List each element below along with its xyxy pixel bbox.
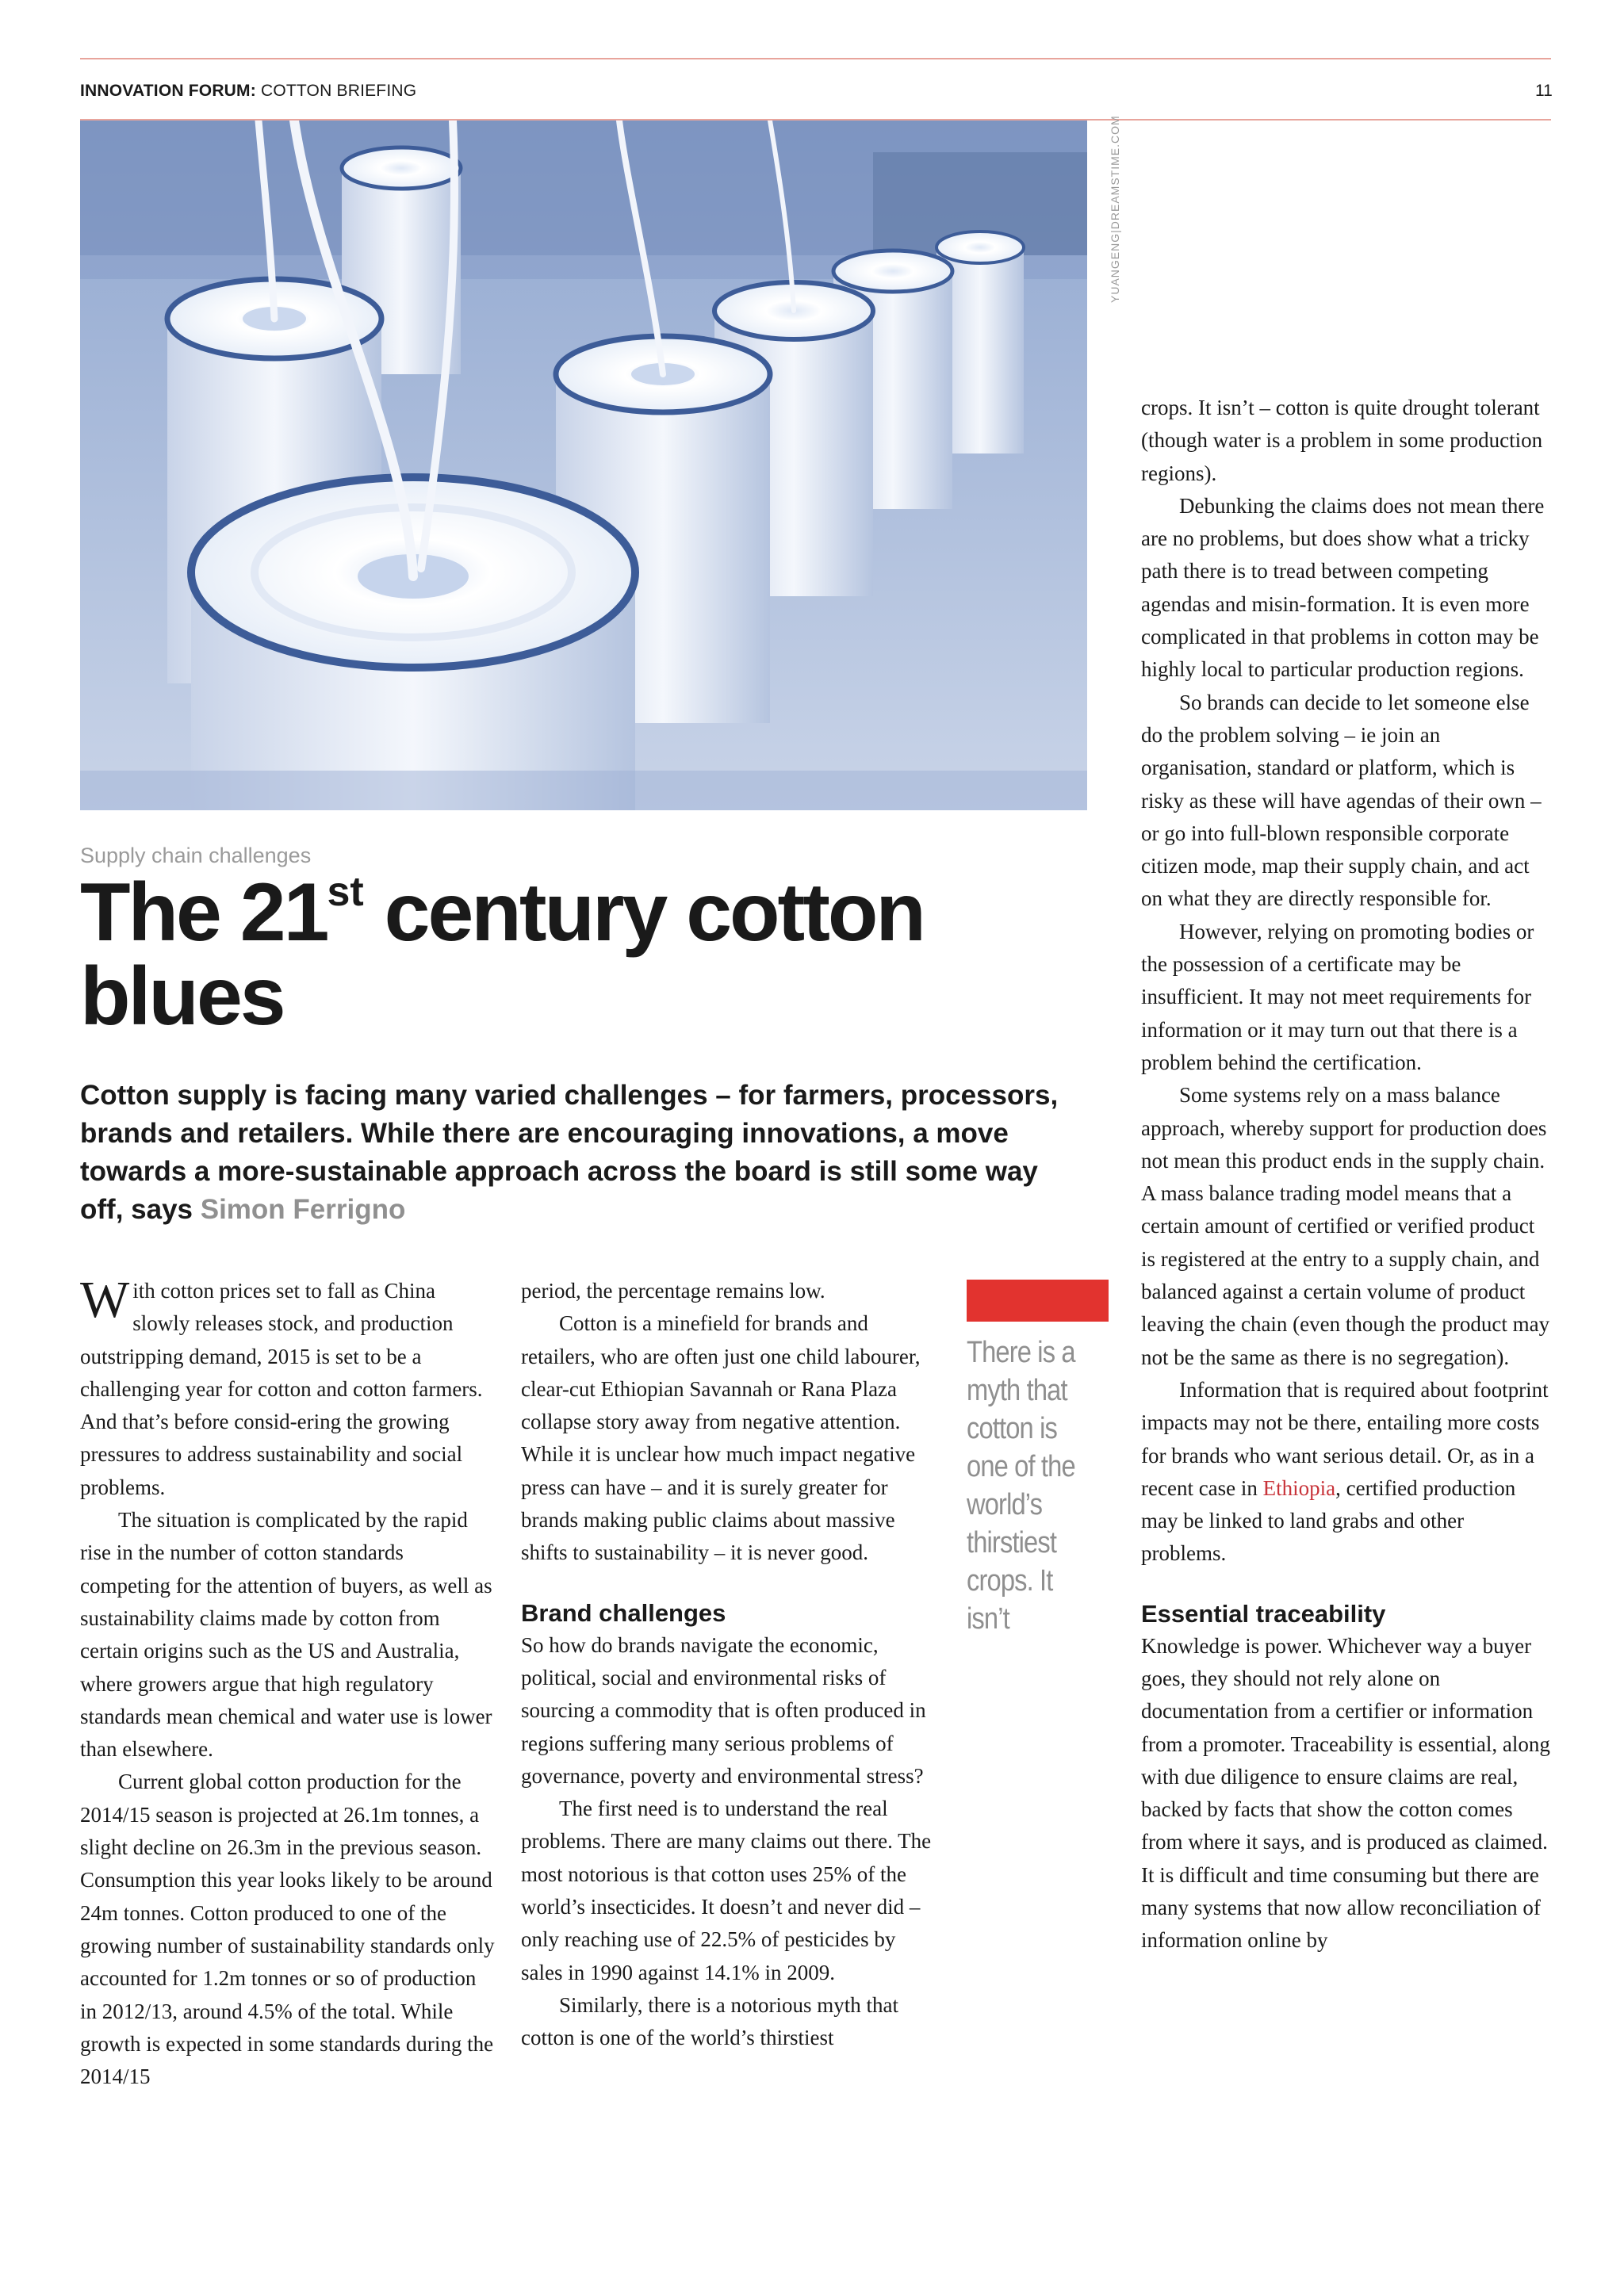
- pullquote: There is a myth that cotton is one of the world’s thirstiest crops. It isn’t: [967, 1336, 1075, 1636]
- subheading-essential-traceability: Essential traceability: [1141, 1599, 1386, 1628]
- paragraph: Current global cotton production for the 2014/15 season is projected at 26.1m tonnes, a slight decline on 26.3m in the previous season. Consumption this year looks likely to be around 24m tonnes. Cotton produced to one of the growing number of sustainability standards only accounted for 1.2m tonnes or so of production in 2012/13, around 4.5% of the total. While growth is expected in some standards during the 2014/15: [80, 1770, 495, 2089]
- title-part-b: century cotton blues: [80, 867, 924, 1043]
- paragraph: Knowledge is power. Whichever way a buyer goes, they should not rely alone on documentation from a certifier or information from a promoter. Traceability is essential, along with due diligence to ensure claims are real, backed by facts that show the cotton comes from where it says, and is produced as claimed. It is difficult and time consuming but there are many systems that now allow reconciliation of information online by: [1141, 1633, 1550, 1953]
- body-column-2: [521, 1275, 937, 2055]
- paragraph: The first need is to understand the real problems. There are many claims out there. The most notorious is that cotton uses 25% of the world’s insecticides. It doesn’t and never did – only reaching use of 22.5% of pesticides by sales in 1990 against 14.1% in 2009.: [521, 1797, 932, 1984]
- paragraph: So brands can decide to let someone else do the problem solving – ie join an organisation, standard or platform, which is risky as these will have agendas of their own – or go into full-blown responsible corporate citizen mode, map their supply chain, and act on what they are directly responsible for.: [1141, 690, 1542, 911]
- paragraph-text: , certified production may be linked to land grabs and other problems.: [1141, 1475, 1516, 1566]
- paragraph: Debunking the claims does not mean there are no problems, but does show what a tricky path there is to tread between competing agendas and misin-formation. It is even more complicated in that problems in cotton may be highly local to particular production regions.: [1141, 493, 1545, 682]
- ethiopia-link[interactable]: Ethiopia: [1262, 1475, 1336, 1500]
- paragraph-text: Information that is required about footprint impacts may not be there, entailing more costs for brands who want serious detail. Or, as in a recent case in: [1141, 1377, 1549, 1500]
- paragraph: [1141, 1374, 1553, 1571]
- author-name: Simon Ferrigno: [200, 1194, 406, 1225]
- header-section: COTTON BRIEFING: [260, 82, 417, 100]
- page-number: 11: [1535, 82, 1553, 100]
- photo-credit-text: YUANGENG|DREAMSTIME.COM: [1109, 115, 1121, 303]
- subheading-brand-challenges: Brand challenges: [521, 1598, 726, 1627]
- paragraph: Some systems rely on a mass balance approach, whereby support for production does not mean this product ends in the supply chain. A mass balance trading model means that a certain amount of certified or verified product is registered at the entry to a supply chain, and balanced against a certain volume of product leaving the chain (even though the product may not be the same as there is no segregation).: [1141, 1083, 1550, 1369]
- body-column-3: [1141, 392, 1553, 1957]
- paragraph: Cotton is a minefield for brands and retailers, who are often just one child labourer, clear-cut Ethiopian Savannah or Rana Plaza collapse story away from negative attention. While it is unclear how much impact negative press can have – and it is surely greater for brands making public claims about massive shifts to sustainability – it is never good.: [521, 1311, 921, 1565]
- standfirst: [80, 1077, 1087, 1229]
- section-label: Supply chain challenges: [80, 844, 312, 867]
- header-top-rule: [80, 58, 1551, 59]
- paragraph: [80, 1271, 497, 1504]
- drop-cap: W: [80, 1271, 130, 1329]
- paragraph: The situation is complicated by the rapid rise in the number of cotton standards competing for the attention of buyers, as well as sustainability claims made by cotton from certain origins such as the US and Australia, where growers argue that high regulatory standards mean chemical and water use is lower than elsewhere.: [80, 1508, 492, 1762]
- title-superscript: st: [327, 869, 364, 915]
- title-part-a: The 21: [80, 867, 327, 959]
- cotton-drums-photo: [80, 121, 1087, 810]
- paragraph-text: ith cotton prices set to fall as China slowly releases stock, and production outstripping demand, 2015 is set to be a challenging year for cotton and cotton farmers. And that’s before consid-ering the growing pressures to address sustainability and social problems.: [80, 1279, 483, 1499]
- header-kicker: INNOVATION FORUM:: [80, 82, 256, 100]
- pullquote-accent-bar: [967, 1280, 1109, 1322]
- body-column-1: [80, 1271, 497, 2093]
- paragraph: However, relying on promoting bodies or the possession of a certificate may be insufficient. It may not meet requirements for information or it may turn out that there is a problem behind the certification.: [1141, 919, 1534, 1074]
- standfirst-text: Cotton supply is facing many varied challenges – for farmers, processors, brands and retailers. While there are encouraging innovations, a move towards a more-sustainable approach across the board is still some way off, says: [80, 1080, 1059, 1225]
- photo-credit: [1091, 115, 1121, 303]
- paragraph: period, the percentage remains low.: [521, 1279, 825, 1303]
- paragraph: Similarly, there is a notorious myth that cotton is one of the world’s thirstiest: [521, 1992, 898, 2050]
- paragraph: crops. It isn’t – cotton is quite drought tolerant (though water is a problem in some production regions).: [1141, 396, 1543, 485]
- cotton-drums-illustration: [80, 121, 1087, 810]
- running-header: [80, 82, 416, 101]
- paragraph: So how do brands navigate the economic, political, social and environmental risks of sourcing a commodity that is often produced in regions suffering many serious problems of governance, poverty and environmental stress?: [521, 1632, 926, 1788]
- article-title: [80, 867, 1087, 1043]
